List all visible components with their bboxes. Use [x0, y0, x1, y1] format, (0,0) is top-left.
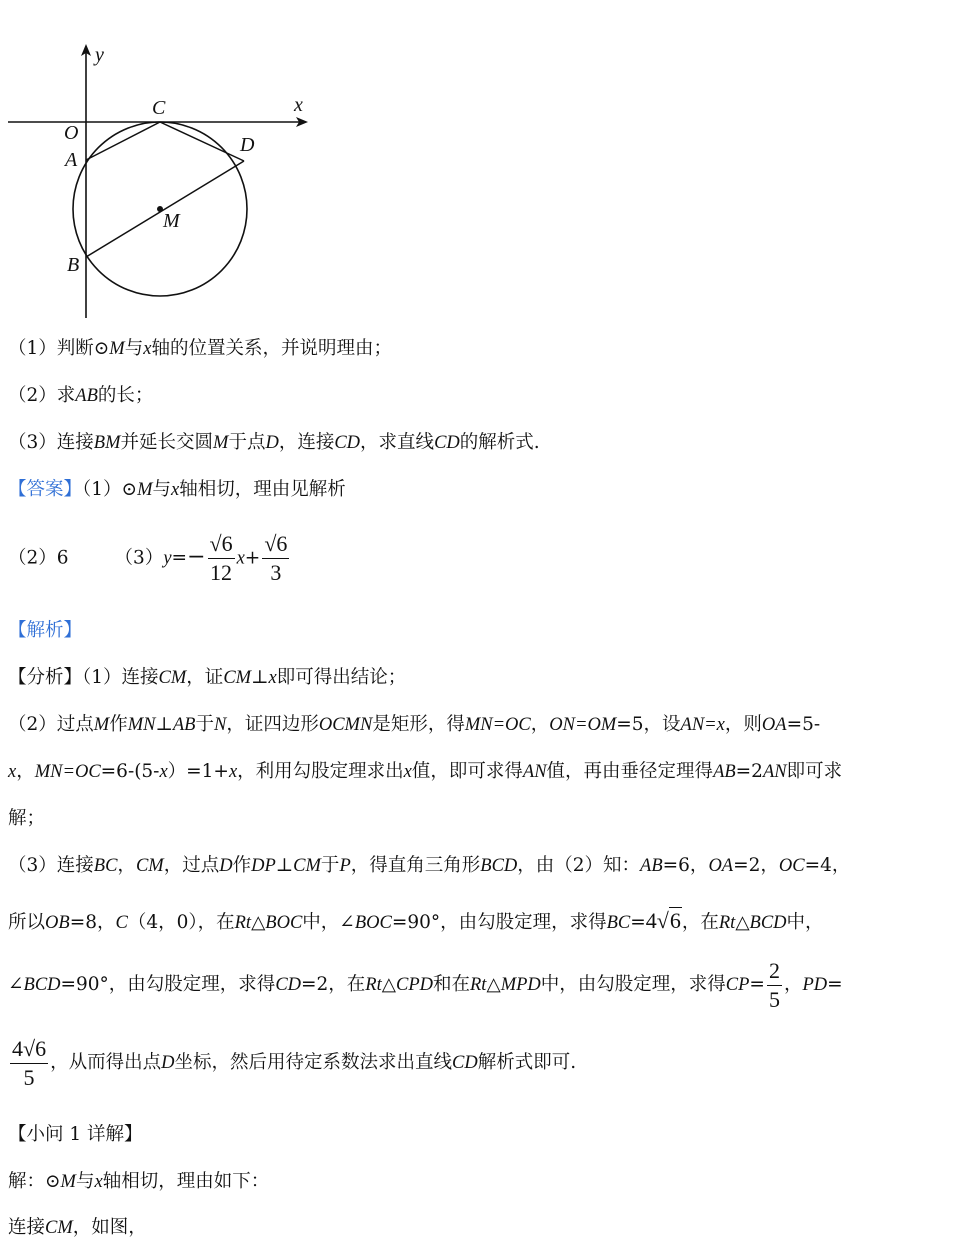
question-1: （1）判断⊙M与x轴的位置关系，并说明理由； — [8, 338, 392, 359]
fenxi-line: 【分析】（1）连接CM，证CM⊥x即可得出结论； — [8, 667, 407, 688]
analysis-p2-line-2: x，MN=OC=6-(5-x）=1+x，利用勾股定理求出x值，即可求得AN值，再由垂径定理得AB=2AN即可求 — [8, 761, 843, 782]
geometry-figure — [0, 0, 320, 325]
label-y: y — [95, 44, 104, 66]
segment-cd — [160, 122, 244, 161]
fraction-2-over-5: $\frac{2}{5}$ — [768, 957, 780, 1012]
label-c: C — [152, 97, 166, 119]
analysis-p3-line-1: （3）连接BC，CM，过点D作DP⊥CM于P，得直角三角形BCD，由（2）知：AB=6，OA=2，OC=4， — [8, 855, 851, 876]
analysis-p2-line-3: 解； — [8, 808, 46, 829]
question-3: （3）连接BM并延长交圆M于点D，连接CD，求直线CD的解析式. — [8, 432, 540, 453]
segment-ad — [86, 160, 244, 161]
analysis-p2-line-1: （2）过点M作MN⊥AB于N，证四边形OCMN是矩形，得MN=OC，ON=OM=5，设AN=x，则OA=5- — [8, 714, 821, 735]
answer-line-1: 【答案】（1）⊙M与x轴相切，理由见解析 — [8, 479, 346, 500]
label-d: D — [240, 134, 255, 156]
label-o: O — [64, 122, 79, 144]
sub1-line-1: 解：⊙M与x轴相切，理由如下： — [8, 1171, 270, 1192]
answer-tag: 【答案】 — [8, 479, 83, 500]
analysis-p3-line-3: ∠BCD=90°，由勾股定理，求得CD=2，在Rt△CPD和在Rt△MPD中，由勾股定理，求得CP= $\frac{2}{5}$ ，PD= — [8, 957, 843, 1012]
fraction-4sqrt6-over-5: $\frac{4√6}{5}$ — [12, 1035, 47, 1090]
segment-bd — [86, 161, 244, 257]
label-b: B — [67, 254, 80, 276]
segment-ac — [86, 122, 160, 160]
label-a: A — [65, 149, 78, 171]
label-x: x — [294, 94, 303, 116]
fraction-sqrt6-over-12: $\frac{√6}{12}$ — [209, 531, 233, 585]
sub1-tag: 【小问 1 详解】 — [8, 1124, 143, 1145]
answer-line-2: （2）6 （3）y=− $\frac{√6}{12}$ x+ $\frac{√6}{3}$ — [8, 531, 288, 585]
analysis-p3-line-2: 所以OB=8，C（4，0），在Rt△BOC中，∠BOC=90°，由勾股定理，求得BC=4√6，在Rt△BCD中， — [8, 908, 824, 933]
analysis-tag: 【解析】 — [8, 620, 83, 641]
sub1-line-2: 连接CM，如图， — [8, 1217, 147, 1238]
analysis-p3-line-4: $\frac{4√6}{5}$ ，从而得出点D坐标，然后用待定系数法求出直线CD解析式即可. — [12, 1035, 577, 1090]
label-m: M — [163, 210, 180, 232]
radical-4sqrt6: 4√6 — [645, 908, 681, 933]
fraction-sqrt6-over-3: $\frac{√6}{3}$ — [264, 531, 288, 585]
question-2: （2）求AB的长； — [8, 385, 154, 406]
